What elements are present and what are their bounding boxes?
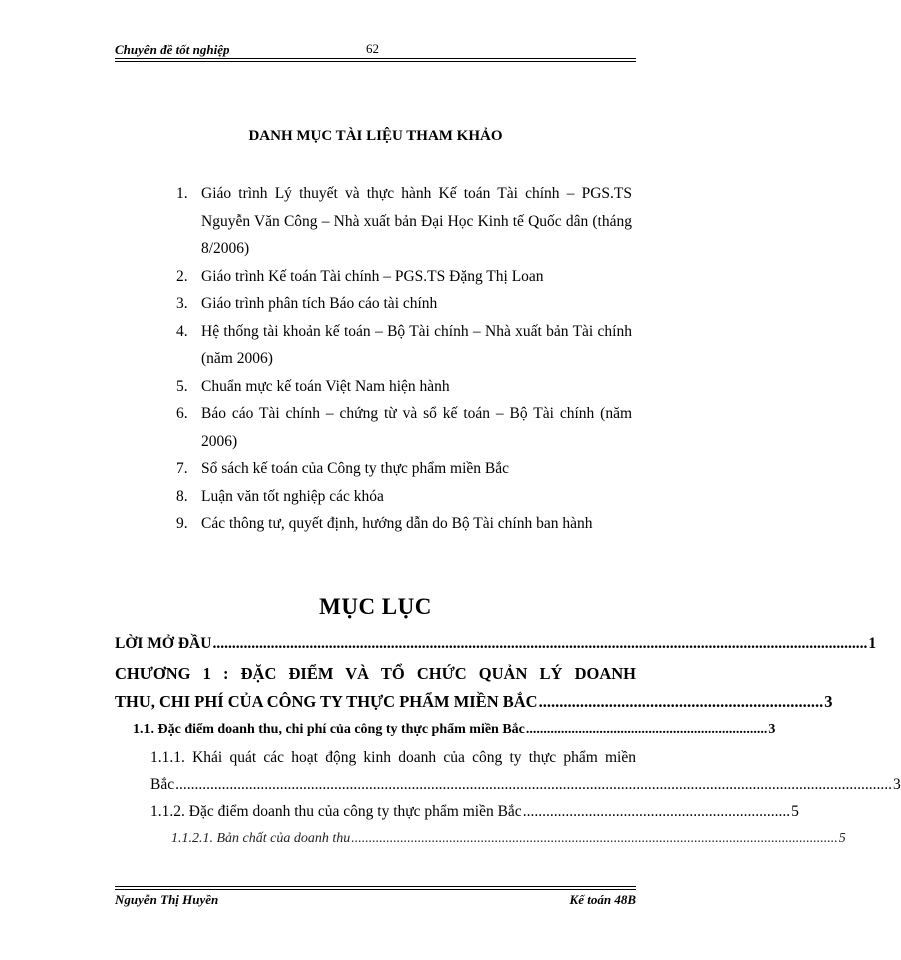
toc-entry[interactable]: 1.1.2. Đặc điểm doanh thu của công ty thực phẩm miền Bắc ..................................................................... 5 xyxy=(115,798,636,826)
reference-item: 7. Sổ sách kế toán của Công ty thực phẩm miền Bắc xyxy=(176,460,509,477)
dot-leader: ..................................................................... xyxy=(538,692,824,711)
dot-leader: ........................................................................................................................................... xyxy=(351,831,838,846)
toc-entry[interactable]: CHƯƠNG 1 : ĐẶC ĐIỂM VÀ TỔ CHỨC QUẢN LÝ DOANH THU, CHI PHÍ CỦA CÔNG TY THỰC PHẨM MIỀN BẮC ..................................................................... 3 xyxy=(115,660,636,716)
dot-leader: ......................................................................................................................................................................................... xyxy=(175,776,892,793)
footer-author: Nguyễn Thị Huyền xyxy=(115,892,219,907)
reference-item: 5. Chuẩn mực kế toán Việt Nam hiện hành xyxy=(176,377,450,395)
toc-entry[interactable]: 1.1.2.1. Bản chất của doanh thu ........................................................................................................................................... 5 xyxy=(115,826,636,852)
toc-title: MỤC LỤC xyxy=(319,594,432,619)
toc-entry[interactable]: 1.1.1. Khái quát các hoạt động kinh doanh của công ty thực phẩm miền Bắc ......................................................................................................................................................................................... 3 xyxy=(115,744,636,798)
page-footer xyxy=(115,892,636,910)
dot-leader: ..................................................................... xyxy=(525,722,768,737)
toc-entry[interactable]: 1.1. Đặc điểm doanh thu, chi phí của công ty thực phẩm miền Bắc ..................................................................... 3 xyxy=(115,716,636,744)
reference-item: 2. Giáo trình Kế toán Tài chính – PGS.TS Đặng Thị Loan xyxy=(176,267,544,285)
header-rule xyxy=(115,58,636,62)
table-of-contents xyxy=(115,630,901,852)
references-list xyxy=(176,180,632,538)
page-number: 62 xyxy=(366,41,379,56)
reference-item: 8. Luận văn tốt nghiệp các khóa xyxy=(176,487,384,505)
footer-rule xyxy=(115,886,636,890)
page-header xyxy=(115,40,636,60)
reference-item: 3. Giáo trình phân tích Báo cáo tài chính xyxy=(176,295,438,312)
toc-entry[interactable]: LỜI MỞ ĐẦU ......................................................................................................................................................................... 1 xyxy=(115,630,636,660)
dot-leader: ..................................................................... xyxy=(522,803,791,820)
header-title: Chuyên đề tốt nghiệp xyxy=(115,42,230,57)
reference-item: 1. Giáo trình Lý thuyết và thực hành Kế toán Tài chính – PGS.TS Nguyễn Văn Công – Nhà xuất bản Đại Học Kinh tế Quốc dân (tháng 8/2006) xyxy=(176,185,632,257)
footer-class: Kế toán 48B xyxy=(569,892,636,907)
reference-item: 4. Hệ thống tài khoản kế toán – Bộ Tài chính – Nhà xuất bản Tài chính (năm 2006) xyxy=(176,322,632,367)
reference-item: 6. Báo cáo Tài chính – chứng từ và sổ kế toán – Bộ Tài chính (năm 2006) xyxy=(176,405,632,450)
dot-leader: ......................................................................................................................................................................... xyxy=(212,635,868,652)
reference-item: 9. Các thông tư, quyết định, hướng dẫn do Bộ Tài chính ban hành xyxy=(176,515,593,532)
references-title: DANH MỤC TÀI LIỆU THAM KHẢO xyxy=(248,128,503,144)
